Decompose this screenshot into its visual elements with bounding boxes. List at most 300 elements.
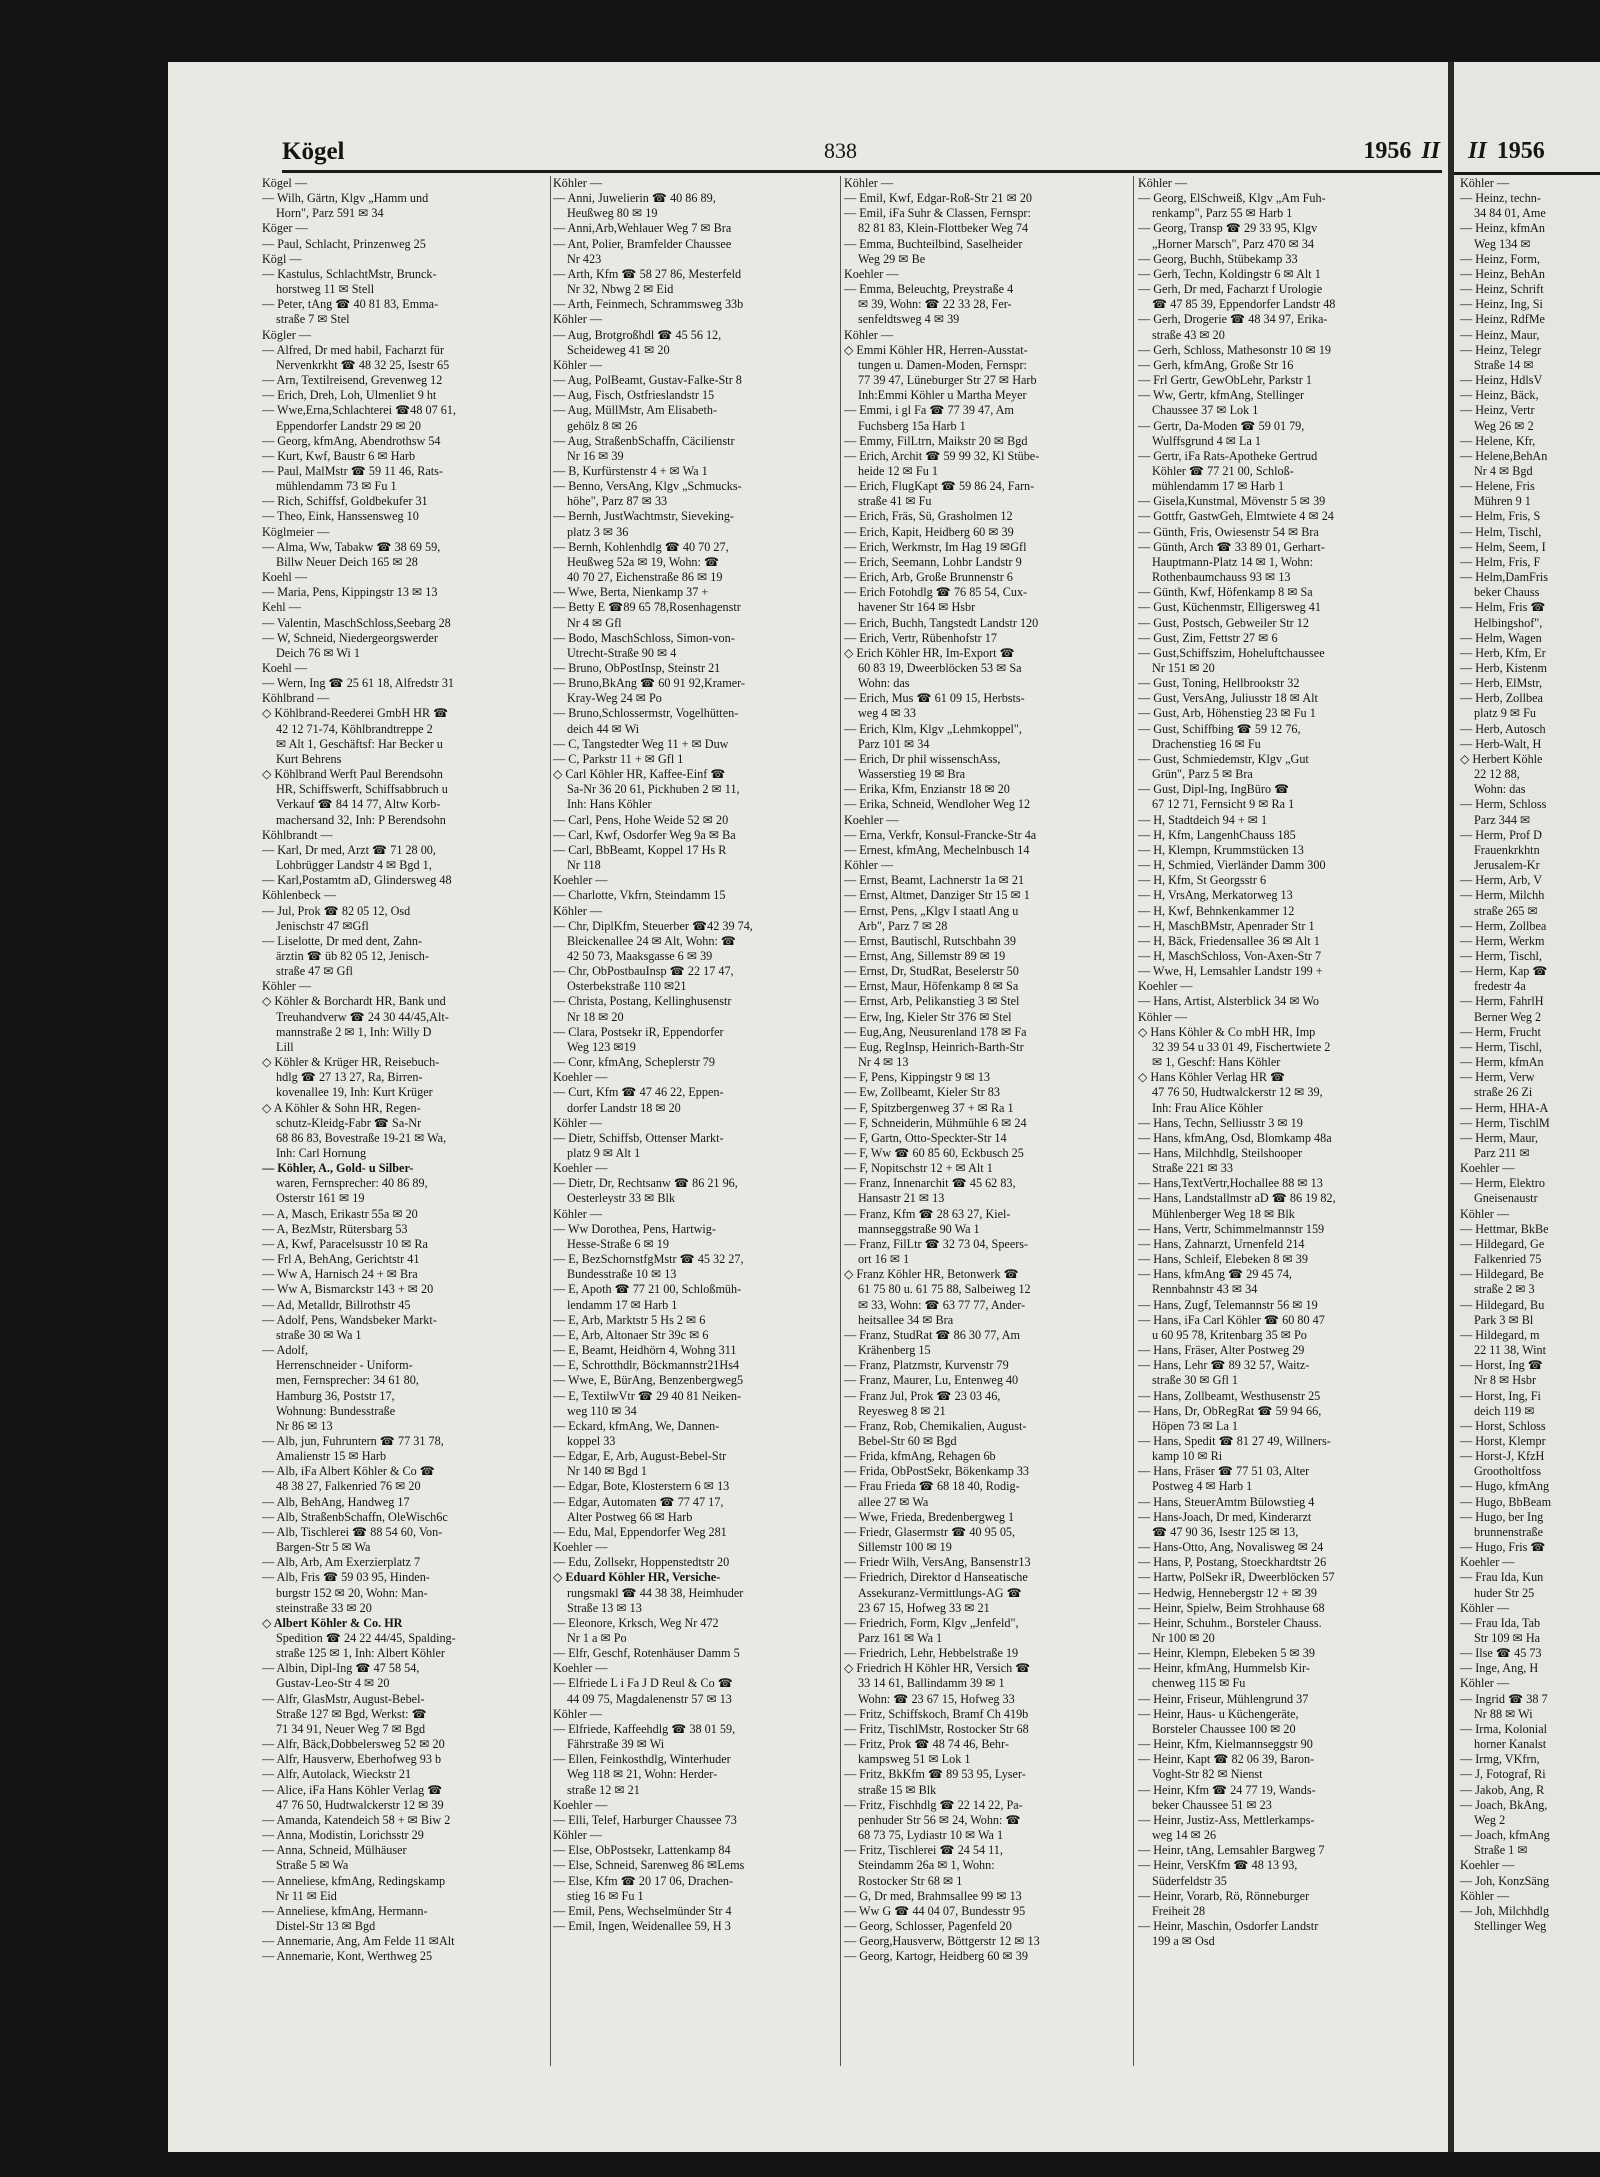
- directory-entry-line: — Heinz, techn-: [1460, 191, 1541, 206]
- directory-entry-line: — Paul, Schlacht, Prinzenweg 25: [262, 236, 426, 251]
- directory-entry-line: — Frau Ida, Tab: [1460, 1615, 1541, 1630]
- directory-entry-line: — Erich, Dr phil wissenschAss,: [844, 751, 1001, 766]
- directory-entry-line: — Rich, Schiffsf, Goldbekufer 31: [262, 494, 428, 509]
- directory-entry-line: — Gertr, iFa Rats-Apotheke Gertrud: [1138, 448, 1318, 463]
- directory-entry-line: ◇ Friedrich H Köhler HR, Versich ☎: [844, 1661, 1031, 1676]
- directory-entry-line: straße 43 ✉ 20: [1152, 327, 1225, 342]
- directory-entry-line: — Erich, Kapit, Heidberg 60 ✉ 39: [844, 524, 1014, 539]
- directory-entry-line: Hauptmann-Platz 14 ✉ 1, Wohn:: [1152, 554, 1313, 569]
- directory-entry-line: — Franz, FilLtr ☎ 32 73 04, Speers-: [844, 1236, 1029, 1251]
- directory-entry-line: — Herm, Maur,: [1460, 1130, 1539, 1145]
- directory-entry-line: steinstraße 33 ✉ 20: [276, 1600, 372, 1615]
- page-number: 838: [824, 138, 857, 163]
- directory-entry-line: beker Chauss: [1474, 585, 1540, 600]
- directory-entry-line: Inh: Carl Hornung: [276, 1146, 367, 1160]
- directory-entry-line: — Franz Jul, Prok ☎ 23 03 46,: [844, 1388, 1001, 1403]
- directory-entry-line: — H, Bäck, Friedensallee 36 ✉ Alt 1: [1138, 933, 1320, 948]
- directory-entry-line: senfeldtsweg 4 ✉ 39: [858, 312, 960, 327]
- directory-entry-line: Köhler —: [1460, 1600, 1510, 1615]
- directory-entry-line: — Friedrich, Form, Klgv „Jenfeld",: [844, 1615, 1019, 1630]
- directory-entry-line: Hansastr 21 ✉ 13: [858, 1191, 945, 1206]
- directory-entry-line: ◇ Köhlbrand Werft Paul Berendsohn: [262, 767, 443, 782]
- directory-entry-line: — Herm, Zollbea: [1460, 918, 1547, 933]
- directory-entry-line: ◇ Eduard Köhler HR, Versiche-: [553, 1570, 721, 1585]
- directory-entry-line: Osterbekstraße 110 ✉21: [567, 979, 687, 994]
- directory-entry-line: Koehler —: [553, 873, 608, 888]
- directory-entry-line: Hesse-Straße 6 ✉ 19: [567, 1236, 669, 1251]
- directory-entry-line: horstweg 11 ✉ Stell: [276, 282, 375, 297]
- directory-entry-line: — Jul, Prok ☎ 82 05 12, Osd: [262, 903, 411, 918]
- directory-entry-line: — Helm, Fris, S: [1460, 509, 1541, 524]
- directory-entry-line: — Erich, FlugKapt ☎ 59 86 24, Farn-: [844, 479, 1035, 494]
- listing-column-2: [553, 176, 835, 2072]
- directory-entry-line: Heußweg 80 ✉ 19: [567, 206, 658, 221]
- directory-entry-line: — Heinz, RdfMe: [1460, 312, 1545, 327]
- directory-entry-line: Bundesstraße 10 ✉ 13: [567, 1267, 677, 1282]
- directory-entry-line: hdlg ☎ 27 13 27, Ra, Birren-: [276, 1070, 423, 1085]
- directory-entry-line: ◇ Köhler & Krüger HR, Reisebuch-: [262, 1055, 440, 1070]
- directory-entry-line: — A, Kwf, Paracelsusstr 10 ✉ Ra: [262, 1236, 428, 1251]
- directory-entry-line: — Ew, Zollbeamt, Kieler Str 83: [844, 1085, 1000, 1100]
- directory-entry-line: mühlendamm 17 ✉ Harb 1: [1152, 479, 1285, 494]
- directory-entry-line: — Heinr, Haus- u Küchengeräte,: [1138, 1706, 1299, 1721]
- directory-entry-line: Koehler —: [553, 1070, 608, 1085]
- directory-entry-line: — Heinz, Telegr: [1460, 342, 1542, 357]
- directory-entry-line: platz 3 ✉ 36: [567, 524, 629, 539]
- directory-entry-line: Rennbahnstr 43 ✉ 34: [1152, 1282, 1258, 1297]
- directory-entry-line: Alter Postweg 66 ✉ Harb: [567, 1509, 693, 1524]
- directory-entry-line: Köhler —: [1460, 1888, 1510, 1903]
- directory-entry-line: — Gottfr, GastwGeh, Elmtwiete 4 ✉ 24: [1138, 509, 1334, 524]
- directory-entry-line: — H, Kwf, Behnkenkammer 12: [1138, 903, 1295, 918]
- directory-entry-line: — Clara, Postsekr iR, Eppendorfer: [553, 1024, 724, 1039]
- directory-entry-line: — Frl A, BehAng, Gerichtstr 41: [262, 1252, 420, 1267]
- directory-entry-line: — Wwe, Frieda, Bredenbergweg 1: [844, 1509, 1015, 1524]
- directory-entry-line: ✉ 1, Geschf: Hans Köhler: [1152, 1055, 1281, 1070]
- directory-entry-line: allee 27 ✉ Wa: [858, 1494, 929, 1509]
- directory-entry-line: Köhler —: [1138, 176, 1188, 190]
- directory-entry-line: — G, Dr med, Brahmsallee 99 ✉ 13: [844, 1888, 1022, 1903]
- directory-entry-line: — Heinr, Schuhm., Borsteler Chauss.: [1138, 1615, 1322, 1630]
- directory-entry-line: Jerusalem-Kr: [1474, 858, 1540, 873]
- directory-entry-line: — H, Klempn, Krummstücken 13: [1138, 842, 1304, 857]
- directory-entry-line: 68 73 75, Lydiastr 10 ✉ Wa 1: [858, 1828, 1004, 1843]
- directory-entry-line: — Ad, Metalldr, Billrothstr 45: [262, 1297, 411, 1312]
- directory-entry-line: Koehl —: [262, 570, 308, 585]
- directory-entry-line: — Arth, Kfm ☎ 58 27 86, Mesterfeld: [553, 266, 742, 281]
- directory-entry-line: Kögl —: [262, 251, 302, 266]
- directory-entry-line: Köger —: [262, 221, 308, 236]
- directory-entry-line: — Emil, Kwf, Edgar-Roß-Str 21 ✉ 20: [844, 191, 1033, 206]
- directory-entry-line: — B, Kurfürstenstr 4 + ✉ Wa 1: [553, 463, 708, 478]
- directory-entry-line: — Aug, PolBeamt, Gustav-Falke-Str 8: [553, 373, 742, 388]
- directory-entry-line: 42 50 73, Maaksgasse 6 ✉ 39: [567, 948, 713, 963]
- directory-entry-line: — Heinr, Justiz-Ass, Mettlerkamps-: [1138, 1812, 1315, 1827]
- directory-entry-line: — Alb, iFa Albert Köhler & Co ☎: [262, 1464, 435, 1479]
- directory-entry-line: Fährstraße 39 ✉ Wi: [567, 1737, 665, 1752]
- directory-entry-line: — Edu, Mal, Eppendorfer Weg 281: [553, 1524, 727, 1539]
- directory-entry-line: Weg 123 ✉19: [567, 1039, 636, 1054]
- directory-entry-line: — Anna, Modistin, Lorichsstr 29: [262, 1828, 424, 1843]
- directory-entry-line: mannseggstraße 90 Wa 1: [858, 1221, 980, 1236]
- directory-entry-line: — Erich, Werkmstr, Im Hag 19 ✉Gfl: [844, 539, 1027, 554]
- directory-entry-line: Straße 13 ✉ 13: [567, 1600, 642, 1615]
- next-page-sliver: [1454, 62, 1600, 2152]
- directory-entry-line: Höpen 73 ✉ La 1: [1152, 1418, 1239, 1433]
- directory-entry-line: Köhler —: [553, 312, 603, 327]
- directory-entry-line: Assekuranz-Vermittlungs-AG ☎: [858, 1585, 1022, 1600]
- directory-entry-line: — Irmg, VKfrn,: [1460, 1752, 1540, 1767]
- directory-entry-line: — Gust, Arb, Höhenstieg 23 ✉ Fu 1: [1138, 706, 1316, 721]
- directory-entry-line: kamp 10 ✉ Ri: [1152, 1449, 1223, 1464]
- directory-entry-line: — Herb, Zollbea: [1460, 691, 1543, 706]
- directory-entry-line: Billw Neuer Deich 165 ✉ 28: [276, 554, 418, 569]
- directory-entry-line: 82 81 83, Klein-Flottbeker Weg 74: [858, 221, 1029, 236]
- directory-entry-line: Kurt Behrens: [276, 751, 342, 766]
- directory-entry-line: Nr 32, Nbwg 2 ✉ Eid: [567, 282, 674, 297]
- directory-entry-line: — Ant, Polier, Bramfelder Chaussee: [553, 236, 732, 251]
- directory-entry-line: — Chr, ObPostbauInsp ☎ 22 17 47,: [553, 964, 734, 979]
- directory-entry-line: Eppendorfer Landstr 29 ✉ 20: [276, 418, 421, 433]
- directory-entry-line: Heußweg 52a ✉ 19, Wohn: ☎: [567, 554, 720, 569]
- directory-entry-line: — Karl,Postamtm aD, Glindersweg 48: [262, 873, 452, 888]
- next-page-year: 1956: [1496, 138, 1545, 164]
- directory-entry-line: — Alice, iFa Hans Köhler Verlag ☎: [262, 1782, 443, 1797]
- directory-entry-line: Oesterleystr 33 ✉ Blk: [567, 1191, 676, 1206]
- directory-entry-line: — Annemarie, Kont, Werthweg 25: [262, 1949, 433, 1964]
- directory-entry-line: — Herm, kfmAn: [1460, 1055, 1544, 1070]
- directory-entry-line: — Gust, Schmiedemstr, Klgv „Gut: [1138, 751, 1309, 766]
- directory-entry-line: — E, BezSchornstfgMstr ☎ 45 32 27,: [553, 1252, 744, 1267]
- directory-entry-line: — Emmi, i gl Fa ☎ 77 39 47, Am: [844, 403, 1014, 418]
- directory-entry-line: — Heinr, kfmAng, Hummelsb Kir-: [1138, 1661, 1310, 1676]
- directory-entry-line: lendamm 17 ✉ Harb 1: [567, 1297, 678, 1312]
- directory-entry-line: — Alfr, GlasMstr, August-Bebel-: [262, 1691, 425, 1706]
- directory-entry-line: — Erich, Fräs, Sü, Grasholmen 12: [844, 509, 1013, 524]
- directory-entry-line: — Franz, Kfm ☎ 28 63 27, Kiel-: [844, 1206, 1011, 1221]
- directory-entry-line: — Hugo, Fris ☎: [1460, 1540, 1546, 1555]
- directory-entry-line: Parz 344 ✉: [1474, 812, 1531, 827]
- directory-entry-line: 77 39 47, Lüneburger Str 27 ✉ Harb: [858, 373, 1037, 388]
- directory-entry-line: Köhler —: [553, 1115, 603, 1130]
- directory-entry-line: — Arth, Feinmech, Schrammsweg 33b: [553, 297, 744, 312]
- directory-entry-line: — Hans, Artist, Alsterblick 34 ✉ Wo: [1138, 994, 1319, 1009]
- directory-entry-line: — Hans, P, Postang, Stoeckhardtstr 26: [1138, 1555, 1327, 1570]
- directory-entry-line: 32 39 54 u 33 01 49, Fischertwiete 2: [1152, 1039, 1331, 1054]
- directory-entry-line: — Hans, kfmAng ☎ 29 45 74,: [1138, 1267, 1292, 1282]
- next-page-column: [1460, 176, 1600, 1934]
- directory-entry-line: rungsmakl ☎ 44 38 38, Heimhuder: [567, 1585, 744, 1600]
- directory-entry-line: — Alfr, Bäck,Dobbelersweg 52 ✉ 20: [262, 1737, 445, 1752]
- directory-entry-line: — Helm,DamFris: [1460, 570, 1549, 585]
- directory-entry-line: Stellinger Weg: [1474, 1918, 1547, 1933]
- directory-entry-line: Chaussee 37 ✉ Lok 1: [1152, 403, 1259, 418]
- directory-entry-line: — Gust, Schiffbing ☎ 59 12 76,: [1138, 721, 1301, 736]
- directory-entry-line: Straße 1 ✉: [1474, 1843, 1528, 1858]
- directory-entry-line: — Ww, Gertr, kfmAng, Stellinger: [1138, 388, 1305, 403]
- directory-entry-line: 44 09 75, Magdalenenstr 57 ✉ 13: [567, 1691, 732, 1706]
- directory-entry-line: — Herb-Walt, H: [1460, 736, 1542, 751]
- directory-entry-line: Horn", Parz 591 ✉ 34: [276, 206, 384, 221]
- directory-entry-line: — Helm, Tischl,: [1460, 524, 1542, 539]
- directory-entry-line: — Else, Kfm ☎ 20 17 06, Drachen-: [553, 1873, 734, 1888]
- directory-entry-line: — Edgar, E, Arb, August-Bebel-Str: [553, 1449, 727, 1464]
- directory-entry-line: ◇ Albert Köhler & Co. HR: [262, 1615, 403, 1630]
- directory-entry-line: — Herm, Arb, V: [1460, 873, 1543, 888]
- directory-entry-line: Nr 86 ✉ 13: [276, 1418, 333, 1433]
- directory-entry-line: — Hans, Fräser, Alter Postweg 29: [1138, 1343, 1305, 1358]
- directory-entry-line: gehölz 8 ✉ 26: [567, 418, 638, 433]
- directory-entry-line: — Carl, BbBeamt, Koppel 17 Hs R: [553, 842, 727, 857]
- directory-entry-line: — Curt, Kfm ☎ 47 46 22, Eppen-: [553, 1085, 724, 1100]
- directory-entry-line: Lohbrügger Landstr 4 ✉ Bgd 1,: [276, 858, 432, 873]
- directory-entry-line: straße 41 ✉ Fu: [858, 494, 932, 509]
- directory-entry-line: — Herm, Milchh: [1460, 888, 1545, 903]
- directory-entry-line: — Helm, Fris ☎: [1460, 600, 1546, 615]
- directory-entry-line: huder Str 25: [1474, 1585, 1535, 1600]
- directory-entry-line: Kögel —: [262, 176, 308, 190]
- directory-entry-line: — Gust, Postsch, Gebweiler Str 12: [1138, 615, 1309, 630]
- directory-entry-line: — C, Tangstedter Weg 11 + ✉ Duw: [553, 736, 729, 751]
- directory-entry-line: — Wwe, E, BürAng, Benzenbergweg5: [553, 1373, 744, 1388]
- directory-entry-line: — Fritz, Tischlerei ☎ 24 54 11,: [844, 1843, 1003, 1858]
- directory-entry-line: kovenallee 19, Inh: Kurt Krüger: [276, 1085, 433, 1100]
- directory-entry-line: — Peter, tAng ☎ 40 81 83, Emma-: [262, 297, 439, 312]
- directory-entry-line: Köhler —: [1460, 176, 1510, 190]
- directory-entry-line: — Georg, Kartogr, Heidberg 60 ✉ 39: [844, 1949, 1028, 1964]
- directory-entry-line: straße 12 ✉ 21: [567, 1782, 640, 1797]
- directory-entry-line: — J, Fotograf, Ri: [1460, 1767, 1546, 1782]
- directory-entry-line: — E, Schrotthdlr, Böckmannstr21Hs4: [553, 1358, 740, 1373]
- directory-entry-line: — Carl, Kwf, Osdorfer Weg 9a ✉ Ba: [553, 827, 736, 842]
- directory-entry-line: — Franz, Rob, Chemikalien, August-: [844, 1418, 1027, 1433]
- directory-entry-line: — Herm, Tischl,: [1460, 948, 1542, 963]
- directory-entry-line: — Köhler, A., Gold- u Silber-: [262, 1161, 414, 1176]
- directory-entry-line: Verkauf ☎ 84 14 77, Altw Korb-: [276, 797, 441, 812]
- directory-entry-line: — C, Parkstr 11 + ✉ Gfl 1: [553, 751, 684, 766]
- directory-entry-line: — Herm, Elektro: [1460, 1176, 1545, 1191]
- directory-entry-line: — Adolf,: [262, 1343, 309, 1358]
- directory-entry-line: ◇ Köhlbrand-Reederei GmbH HR ☎: [262, 706, 449, 721]
- directory-entry-line: — Heinz, Bäck,: [1460, 388, 1539, 403]
- directory-entry-line: stieg 16 ✉ Fu 1: [567, 1888, 644, 1903]
- directory-entry-line: 71 34 91, Neuer Weg 7 ✉ Bgd: [276, 1721, 426, 1736]
- directory-entry-line: — Horst, Ing ☎: [1460, 1358, 1543, 1373]
- directory-entry-line: — Kastulus, SchlachtMstr, Brunck-: [262, 266, 437, 281]
- next-page-rule: [1454, 172, 1600, 175]
- directory-entry-line: penhuder Str 56 ✉ 24, Wohn: ☎: [858, 1812, 1021, 1827]
- directory-entry-line: — Herm, Werkm: [1460, 933, 1545, 948]
- directory-entry-line: havener Str 164 ✉ Hsbr: [858, 600, 976, 615]
- directory-entry-line: Köhlbrand —: [262, 691, 330, 706]
- directory-entry-line: — Else, ObPostsekr, Lattenkamp 84: [553, 1843, 731, 1858]
- directory-entry-line: Osterstr 161 ✉ 19: [276, 1191, 365, 1206]
- directory-entry-line: deich 44 ✉ Wi: [567, 721, 640, 736]
- directory-entry-line: Wasserstieg 19 ✉ Bra: [858, 767, 966, 782]
- directory-entry-line: — Ernst, Maur, Höfenkamp 8 ✉ Sa: [844, 979, 1019, 994]
- directory-entry-line: — Bernh, Kohlenhdlg ☎ 40 70 27,: [553, 539, 729, 554]
- directory-entry-line: 60 83 19, Dweerblöcken 53 ✉ Sa: [858, 661, 1022, 675]
- directory-entry-line: — Hans-Joach, Dr med, Kinderarzt: [1138, 1509, 1312, 1524]
- directory-entry-line: Bebel-Str 60 ✉ Bgd: [858, 1433, 957, 1448]
- directory-entry-line: straße 30 ✉ Gfl 1: [1152, 1373, 1239, 1388]
- directory-entry-line: — Erich, Seemann, Lohbr Landstr 9: [844, 554, 1022, 569]
- directory-entry-line: Helbingshof",: [1474, 615, 1543, 630]
- directory-entry-line: — Gust, Toning, Hellbrookstr 32: [1138, 676, 1300, 691]
- directory-entry-line: Lill: [276, 1039, 294, 1054]
- directory-entry-line: Kray-Weg 24 ✉ Po: [567, 691, 662, 706]
- directory-entry-line: — Eleonore, Krksch, Weg Nr 472: [553, 1615, 719, 1630]
- directory-entry-line: — Fritz, Fischhdlg ☎ 22 14 22, Pa-: [844, 1797, 1023, 1812]
- directory-entry-line: weg 4 ✉ 33: [858, 706, 916, 721]
- directory-entry-line: — Herm, Frucht: [1460, 1024, 1541, 1039]
- directory-entry-line: — Edgar, Bote, Klosterstern 6 ✉ 13: [553, 1479, 730, 1494]
- directory-entry-line: men, Fernsprecher: 34 61 80,: [276, 1373, 419, 1388]
- directory-entry-line: — Alb, BehAng, Handweg 17: [262, 1494, 410, 1509]
- directory-entry-line: ✉ Alt 1, Geschäftsf: Har Becker u: [276, 736, 443, 751]
- edition-year-value: 1956: [1363, 138, 1412, 164]
- directory-entry-line: — Arn, Textilreisend, Grevenweg 12: [262, 373, 443, 388]
- directory-entry-line: Rostocker Str 68 ✉ 1: [858, 1873, 963, 1888]
- directory-entry-line: — Günth, Fris, Owiesenstr 54 ✉ Bra: [1138, 524, 1319, 539]
- directory-entry-line: — Anna, Schneid, Mülhäuser: [262, 1843, 407, 1858]
- directory-entry-line: — Georg, kfmAng, Abendrothsw 54: [262, 433, 441, 448]
- directory-entry-line: ◇ Erich Köhler HR, Im-Export ☎: [844, 645, 1015, 660]
- directory-entry-line: — Alb, StraßenbSchaffn, OleWisch6c: [262, 1509, 448, 1524]
- directory-entry-line: Postweg 4 ✉ Harb 1: [1152, 1479, 1253, 1494]
- directory-entry-line: Kehl —: [262, 600, 301, 615]
- directory-entry-line: Köglmeier —: [262, 524, 330, 539]
- directory-entry-line: Frauenkrkhtn: [1474, 842, 1540, 857]
- directory-entry-line: — Ernst, Pens, „Klgv I staatl Ang u: [844, 903, 1019, 918]
- directory-entry-line: — Erika, Kfm, Enzianstr 18 ✉ 20: [844, 782, 1010, 797]
- directory-entry-line: — Hans, kfmAng, Osd, Blomkamp 48a: [1138, 1130, 1332, 1145]
- directory-entry-line: 47 76 50, Hudtwalckerstr 12 ✉ 39,: [1152, 1085, 1323, 1100]
- directory-entry-line: Mühren 9 1: [1474, 494, 1531, 509]
- directory-entry-line: Inh: Frau Alice Köhler: [1152, 1100, 1263, 1115]
- directory-entry-line: — Edgar, Automaten ☎ 77 47 17,: [553, 1494, 724, 1509]
- directory-entry-line: straße 2 ✉ 3: [1474, 1282, 1535, 1297]
- directory-entry-line: Scheideweg 41 ✉ 20: [567, 342, 670, 357]
- directory-entry-line: — Hugo, kfmAng: [1460, 1479, 1550, 1494]
- directory-entry-line: Nr 423: [567, 251, 602, 266]
- listing-column-1: [262, 176, 544, 2072]
- directory-entry-line: — Gisela,Kunstmal, Mövenstr 5 ✉ 39: [1138, 494, 1326, 509]
- directory-entry-line: — Bruno, ObPostInsp, Steinstr 21: [553, 661, 721, 675]
- directory-entry-line: — Franz, Platzmstr, Kurvenstr 79: [844, 1358, 1009, 1373]
- directory-entry-line: Wohnung: Bundesstraße: [276, 1403, 396, 1418]
- directory-entry-line: Koehler —: [553, 1661, 608, 1676]
- directory-entry-line: — Gust,Schiffszim, Hoheluftchaussee: [1138, 645, 1325, 660]
- directory-entry-line: — Gerh, Techn, Koldingstr 6 ✉ Alt 1: [1138, 266, 1321, 281]
- directory-entry-line: Parz 161 ✉ Wa 1: [858, 1631, 943, 1645]
- directory-entry-line: Sa-Nr 36 20 61, Pickhuben 2 ✉ 11,: [567, 782, 740, 797]
- directory-entry-line: brunnenstraße: [1474, 1524, 1544, 1539]
- directory-entry-line: — Heinz, Vertr: [1460, 403, 1535, 418]
- directory-entry-line: ärztin ☎ üb 82 05 12, Jenisch-: [276, 948, 429, 963]
- directory-entry-line: — Maria, Pens, Kippingstr 13 ✉ 13: [262, 585, 438, 600]
- directory-entry-line: — F, Spitzbergenweg 37 + ✉ Ra 1: [844, 1100, 1014, 1115]
- directory-entry-line: ◇ Hans Köhler Verlag HR ☎: [1138, 1070, 1286, 1085]
- directory-entry-line: — Elfr, Geschf, Rotenhäuser Damm 5: [553, 1646, 740, 1661]
- directory-entry-line: straße 125 ✉ 1, Inh: Albert Köhler: [276, 1646, 445, 1661]
- directory-entry-line: — Hans, Milchhdlg, Steilshooper: [1138, 1146, 1303, 1160]
- directory-entry-line: koppel 33: [567, 1433, 616, 1448]
- directory-entry-line: — Ernst, Dr, StudRat, Beselerstr 50: [844, 964, 1019, 979]
- directory-entry-line: Wohn: ☎ 23 67 15, Hofweg 33: [858, 1691, 1015, 1706]
- directory-entry-line: tungen u. Damen-Moden, Fernspr:: [858, 357, 1027, 372]
- page-header: [282, 138, 1448, 172]
- directory-entry-line: — E, Beamt, Heidhörn 4, Wohng 311: [553, 1343, 737, 1358]
- directory-entry-line: 33 14 61, Ballindamm 39 ✉ 1: [858, 1676, 1005, 1691]
- directory-entry-line: straße 26 Zi: [1474, 1085, 1533, 1100]
- directory-entry-line: — Friedrich, Direktor d Hanseatische: [844, 1570, 1028, 1585]
- directory-entry-line: — Hans, Spedit ☎ 81 27 49, Willners-: [1138, 1433, 1331, 1448]
- directory-entry-line: Nr 118: [567, 858, 601, 873]
- directory-entry-line: — Hans, Zahnarzt, Urnenfeld 214: [1138, 1236, 1305, 1251]
- listing-column-4: [1138, 176, 1443, 2072]
- directory-entry-line: — Erich Fotohdlg ☎ 76 85 54, Cux-: [844, 585, 1028, 600]
- directory-entry-line: — Alb, jun, Fuhruntern ☎ 77 31 78,: [262, 1433, 444, 1448]
- directory-entry-line: — Frida, ObPostSekr, Bökenkamp 33: [844, 1464, 1030, 1479]
- directory-entry-line: — Horst-J, KfzH: [1460, 1449, 1545, 1464]
- directory-entry-line: — Franz, Innenarchit ☎ 45 62 83,: [844, 1176, 1016, 1191]
- directory-entry-line: — Herm, Prof D: [1460, 827, 1542, 842]
- directory-entry-line: — Conr, kfmAng, Scheplerstr 79: [553, 1055, 715, 1070]
- directory-entry-line: — Anneliese, kfmAng, Hermann-: [262, 1903, 428, 1918]
- directory-entry-line: — Elli, Telef, Harburger Chaussee 73: [553, 1812, 737, 1827]
- directory-entry-line: Falkenried 75: [1474, 1252, 1542, 1267]
- directory-entry-line: — Bodo, MaschSchloss, Simon-von-: [553, 630, 735, 645]
- directory-entry-line: — Gertr, Da-Moden ☎ 59 01 79,: [1138, 418, 1305, 433]
- directory-entry-line: Utrecht-Straße 90 ✉ 4: [567, 645, 677, 660]
- directory-entry-line: — Adolf, Pens, Wandsbeker Markt-: [262, 1312, 437, 1327]
- directory-entry-line: — Betty E ☎89 65 78,Rosenhagenstr: [553, 600, 741, 615]
- directory-entry-line: — Bruno,BkAng ☎ 60 91 92,Kramer-: [553, 676, 745, 691]
- directory-entry-line: — Emil, Pens, Wechselmünder Str 4: [553, 1903, 732, 1918]
- directory-entry-line: — Wwe,Erna,Schlachterei ☎48 07 61,: [262, 403, 456, 418]
- directory-entry-line: — Ww A, Harnisch 24 + ✉ Bra: [262, 1267, 418, 1282]
- directory-entry-line: — Gerh, Dr med, Facharzt f Urologie: [1138, 282, 1323, 297]
- directory-entry-line: — Herm, Verw: [1460, 1070, 1535, 1085]
- directory-entry-line: Nr 151 ✉ 20: [1152, 661, 1215, 675]
- directory-entry-line: — H, MaschBMstr, Apenrader Str 1: [1138, 918, 1315, 933]
- directory-entry-line: — Herm, FahrlH: [1460, 994, 1544, 1009]
- directory-entry-line: — Hugo, BbBeam: [1460, 1494, 1552, 1509]
- directory-entry-line: — Heinr, Kfm ☎ 24 77 19, Wands-: [1138, 1782, 1316, 1797]
- directory-entry-line: kampsweg 51 ✉ Lok 1: [858, 1752, 971, 1767]
- directory-entry-line: beker Chaussee 51 ✉ 23: [1152, 1797, 1272, 1812]
- directory-entry-line: Koehler —: [844, 266, 899, 281]
- directory-entry-line: Gustav-Leo-Str 4 ✉ 20: [276, 1676, 390, 1691]
- directory-entry-line: Herrenschneider - Uniform-: [276, 1358, 413, 1373]
- directory-entry-line: dorfer Landstr 18 ✉ 20: [567, 1100, 681, 1115]
- directory-entry-line: — Heinz, BehAn: [1460, 266, 1545, 281]
- directory-entry-line: weg 14 ✉ 26: [1152, 1828, 1217, 1843]
- directory-entry-line: Nr 4 ✉ Gfl: [567, 615, 622, 630]
- directory-entry-line: — Heinr, Kfm, Kielmannseggstr 90: [1138, 1737, 1313, 1752]
- directory-entry-line: Distel-Str 13 ✉ Bgd: [276, 1918, 376, 1933]
- directory-entry-line: — Heinr, Kapt ☎ 82 06 39, Baron-: [1138, 1752, 1315, 1767]
- directory-entry-line: Str 109 ✉ Ha: [1474, 1631, 1541, 1645]
- directory-entry-line: Parz 101 ✉ 34: [858, 736, 930, 751]
- directory-entry-line: ✉ 33, Wohn: ☎ 63 77 77, Ander-: [858, 1297, 1026, 1312]
- directory-entry-line: Borsteler Chaussee 100 ✉ 20: [1152, 1721, 1296, 1736]
- directory-entry-line: — Irma, Kolonial: [1460, 1721, 1547, 1736]
- directory-entry-line: — Herb, Autosch: [1460, 721, 1546, 736]
- directory-entry-line: — Emma, Buchteilbind, Saselheider: [844, 236, 1023, 251]
- directory-entry-line: Koehl —: [262, 661, 308, 675]
